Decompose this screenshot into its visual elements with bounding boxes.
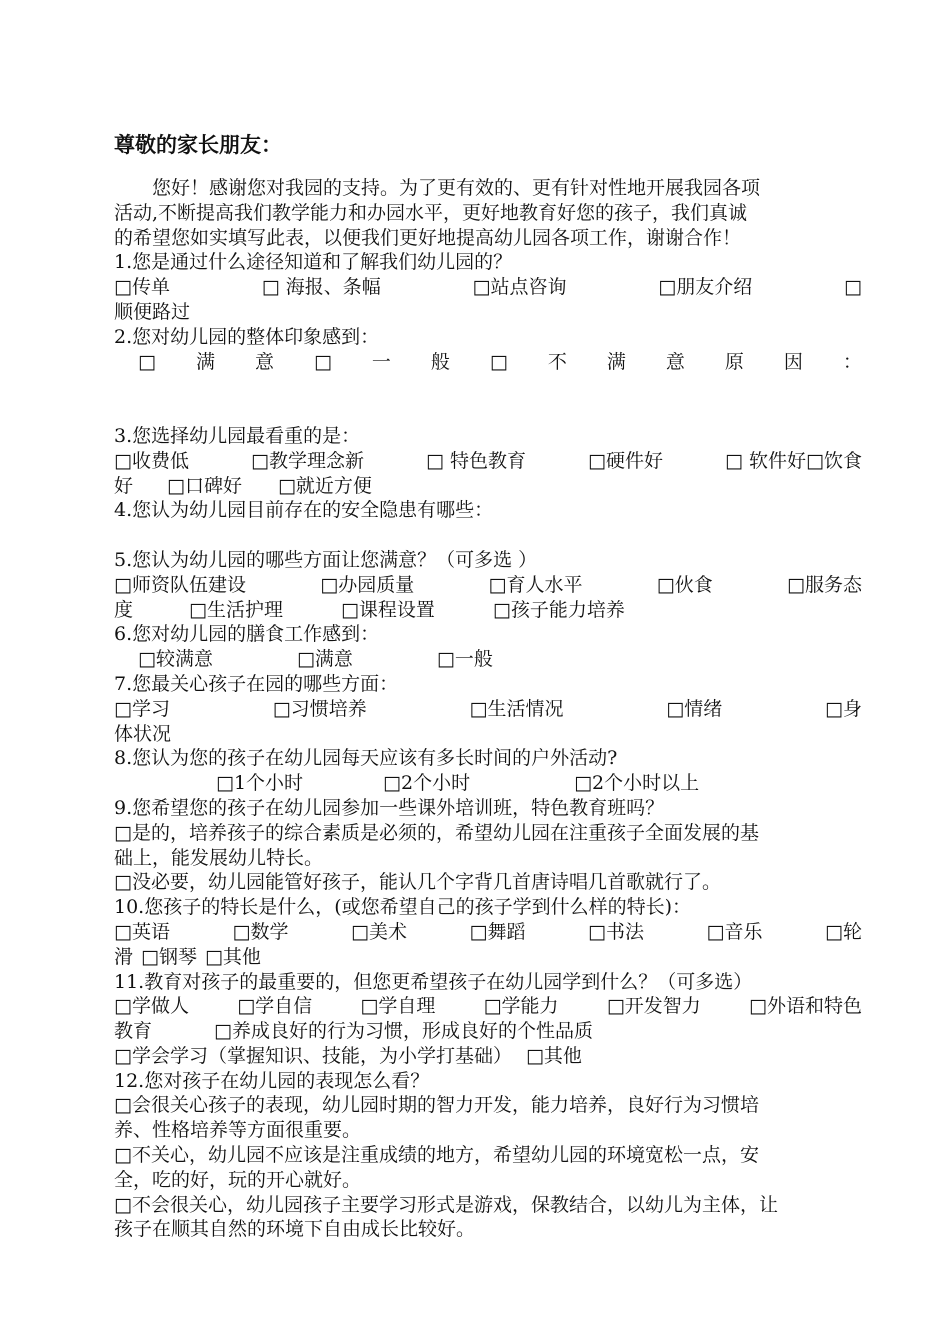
q2-question: 2.您对幼儿园的整体印象感到： <box>114 325 380 348</box>
q12-option-not-much-care[interactable]: □不会很关心，幼儿园孩子主要学习形式是游戏，保教结合，以幼儿为主体，让 <box>114 1193 778 1216</box>
q2-char: 般 <box>430 350 450 373</box>
q5-option-service-attitude[interactable]: □服务态 <box>787 573 862 596</box>
intro-line-2: 活动,不断提高我们教学能力和办园水平，更好地教育好您的孩子，我们真诚 <box>114 201 748 224</box>
q5-option-curriculum[interactable]: □课程设置 <box>340 598 435 621</box>
q11-options-line-3 <box>114 1044 862 1069</box>
q7-option-health-box[interactable]: □身 <box>825 697 862 720</box>
q10-option-dance[interactable]: □舞蹈 <box>469 920 526 943</box>
q10-option-skating-cont: 滑 <box>114 945 134 968</box>
q1-option-poster[interactable]: □ 海报、条幅 <box>261 276 381 299</box>
q9-question: 9.您希望您的孩子在幼儿园参加一些课外培训班，特色教育班吗？ <box>114 796 665 819</box>
q10-option-calligraphy[interactable]: □书法 <box>588 920 644 943</box>
q8-option-2h-plus[interactable]: □2个小时以上 <box>574 772 700 795</box>
q11-option-be-person[interactable]: □学做人 <box>114 995 189 1018</box>
q3-option-hardware[interactable]: □硬件好 <box>588 449 663 472</box>
q9-option-yes-cont: 础上，能发展幼儿特长。 <box>114 846 324 869</box>
q11-option-confidence[interactable]: □学自信 <box>237 995 313 1018</box>
q5-option-teachers[interactable]: □师资队伍建设 <box>114 573 246 596</box>
q10-option-skating-box[interactable]: □轮 <box>825 920 862 943</box>
q7-option-health-cont: 体状况 <box>114 722 172 745</box>
q7-option-habits[interactable]: □习惯培养 <box>272 697 367 720</box>
q12-option-not-care[interactable]: □不关心，幼儿园不应该是注重成绩的地方，希望幼儿园的环境宽松一点，安 <box>114 1144 759 1167</box>
q2-char: 满 <box>606 350 626 373</box>
q11-option-intelligence[interactable]: □开发智力 <box>606 995 701 1018</box>
q11-options-line-1 <box>114 994 862 1019</box>
q5-options-line-1 <box>114 573 862 598</box>
q2-char: ： <box>842 350 862 373</box>
q2-option-satisfied-box[interactable]: □ <box>138 350 156 373</box>
q3-option-nearby[interactable]: □就近方便 <box>277 474 372 497</box>
q1-option-friend[interactable]: □朋友介绍 <box>658 276 753 299</box>
q6-option-satisfied[interactable]: □满意 <box>296 648 353 671</box>
q12-option-not-much-care-cont: 孩子在顺其自然的环境下自由成长比较好。 <box>114 1218 476 1241</box>
q3-option-diet-cont: 好 <box>114 474 134 497</box>
q11-option-language-special[interactable]: □外语和特色 <box>749 995 862 1018</box>
intro-line-1: 您好！感谢您对我园的支持。为了更有效的、更有针对性地开展我园各项 <box>152 177 761 199</box>
q3-option-software-diet[interactable]: □ 软件好□饮食 <box>725 449 862 472</box>
q5-option-education-level[interactable]: □育人水平 <box>488 573 583 596</box>
q4-answer-space[interactable] <box>114 523 862 548</box>
q7-option-emotion[interactable]: □情绪 <box>666 697 723 720</box>
q10-option-english[interactable]: □英语 <box>114 920 170 943</box>
q1-option-site[interactable]: □站点咨询 <box>472 276 567 299</box>
q12-option-care[interactable]: □会很关心孩子的表现，幼儿园时期的智力开发，能力培养，良好行为习惯培 <box>114 1094 759 1117</box>
q11-option-other[interactable]: □其他 <box>525 1044 582 1067</box>
q7-option-life[interactable]: □生活情况 <box>469 697 564 720</box>
q8-option-2h[interactable]: □2个小时 <box>383 772 471 795</box>
q5-options-line-2 <box>114 598 862 623</box>
q3-option-teaching-concept[interactable]: □教学理念新 <box>251 449 364 472</box>
q10-option-music[interactable]: □音乐 <box>706 920 763 943</box>
q2-options <box>114 350 862 375</box>
q8-option-1h[interactable]: □1个小时 <box>216 772 304 795</box>
q2-char: 意 <box>254 350 274 373</box>
q11-option-ability[interactable]: □学能力 <box>483 995 559 1018</box>
q3-option-low-fee[interactable]: □收费低 <box>114 449 189 472</box>
q3-options-line-1 <box>114 449 862 474</box>
q9-option-no[interactable]: □没必要，幼儿园能管好孩子，能认几个字背几首唐诗唱几首歌就行了。 <box>114 871 721 894</box>
q2-char: 意 <box>665 350 685 373</box>
q2-option-average-box[interactable]: □ <box>313 350 332 373</box>
q7-question: 7.您最关心孩子在园的哪些方面： <box>114 672 399 695</box>
q5-option-attitude-cont: 度 <box>114 598 134 621</box>
q5-option-ability[interactable]: □孩子能力培养 <box>492 598 625 621</box>
greeting-title: 尊敬的家长朋友： <box>114 133 282 157</box>
q7-options <box>114 697 862 722</box>
q11-option-self-care[interactable]: □学自理 <box>360 995 436 1018</box>
q10-option-art[interactable]: □美术 <box>351 920 407 943</box>
q2-answer-space[interactable] <box>114 374 862 424</box>
q8-question: 8.您认为您的孩子在幼儿园每天应该有多长时间的户外活动? <box>114 747 618 770</box>
q2-char: 原 <box>724 350 744 373</box>
q12-option-care-cont: 养、性格培养等方面很重要。 <box>114 1119 362 1142</box>
q3-question: 3.您选择幼儿园最看重的是： <box>114 424 361 447</box>
survey-document <box>114 130 862 1242</box>
q11-option-learn-to-learn[interactable]: □学会学习（掌握知识、技能，为小学打基础） <box>114 1044 512 1067</box>
q3-options-line-2 <box>114 474 862 499</box>
q10-option-math[interactable]: □数学 <box>232 920 289 943</box>
q2-char: 一 <box>371 350 391 373</box>
q2-char: 满 <box>195 350 215 373</box>
q1-question: 1.您是通过什么途径知道和了解我们幼儿园的？ <box>114 251 513 274</box>
q5-option-quality[interactable]: □办园质量 <box>320 573 415 596</box>
q1-options <box>114 275 862 300</box>
q11-question: 11.教育对孩子的最重要的，但您更希望孩子在幼儿园学到什么？（可多选） <box>114 970 753 993</box>
q10-option-other[interactable]: □其他 <box>204 945 261 968</box>
q11-options-line-2 <box>114 1019 862 1044</box>
q10-options-line-2 <box>114 945 862 970</box>
q6-question: 6.您对幼儿园的膳食工作感到： <box>114 623 380 646</box>
q12-question: 12.您对孩子在幼儿园的表现怎么看？ <box>114 1069 430 1092</box>
q6-option-average[interactable]: □一般 <box>436 648 493 671</box>
q11-option-good-habits[interactable]: □养成良好的行为习惯，形成良好的个性品质 <box>214 1020 593 1043</box>
q1-option-flyer[interactable]: □传单 <box>114 276 170 299</box>
q6-options <box>114 647 862 672</box>
q8-options <box>114 771 862 796</box>
q10-options-line-1 <box>114 920 862 945</box>
q4-question: 4.您认为幼儿园目前存在的安全隐患有哪些： <box>114 499 494 522</box>
q9-option-yes[interactable]: □是的，培养孩子的综合素质是必须的，希望幼儿园在注重孩子全面发展的基 <box>114 821 759 844</box>
q3-option-reputation[interactable]: □口碑好 <box>167 474 242 497</box>
q10-option-piano[interactable]: □钢琴 <box>141 945 197 968</box>
q1-option-passby-label: 顺便路过 <box>114 300 191 323</box>
q5-option-life-care[interactable]: □生活护理 <box>189 598 283 621</box>
q2-char: 不 <box>547 350 567 373</box>
q10-question: 10.您孩子的特长是什么，(或您希望自己的孩子学到什么样的特长)： <box>114 896 692 919</box>
q2-char: 因 <box>783 350 803 373</box>
q6-option-fairly-satisfied[interactable]: □较满意 <box>138 648 213 671</box>
q2-option-dissatisfied-box[interactable]: □ <box>489 350 508 373</box>
q11-option-language-cont: 教育 <box>114 1020 153 1043</box>
q5-option-meals[interactable]: □伙食 <box>656 573 713 596</box>
intro-line-3: 的希望您如实填写此表，以便我们更好地提高幼儿园各项工作，谢谢合作！ <box>114 226 742 249</box>
q7-option-study[interactable]: □学习 <box>114 697 170 720</box>
q1-option-passby-box[interactable]: □ <box>844 276 862 299</box>
q5-question: 5.您认为幼儿园的哪些方面让您满意？（可多选 ） <box>114 548 538 571</box>
q12-option-not-care-cont: 全，吃的好，玩的开心就好。 <box>114 1168 362 1191</box>
q3-option-special-education[interactable]: □ 特色教育 <box>426 449 526 472</box>
